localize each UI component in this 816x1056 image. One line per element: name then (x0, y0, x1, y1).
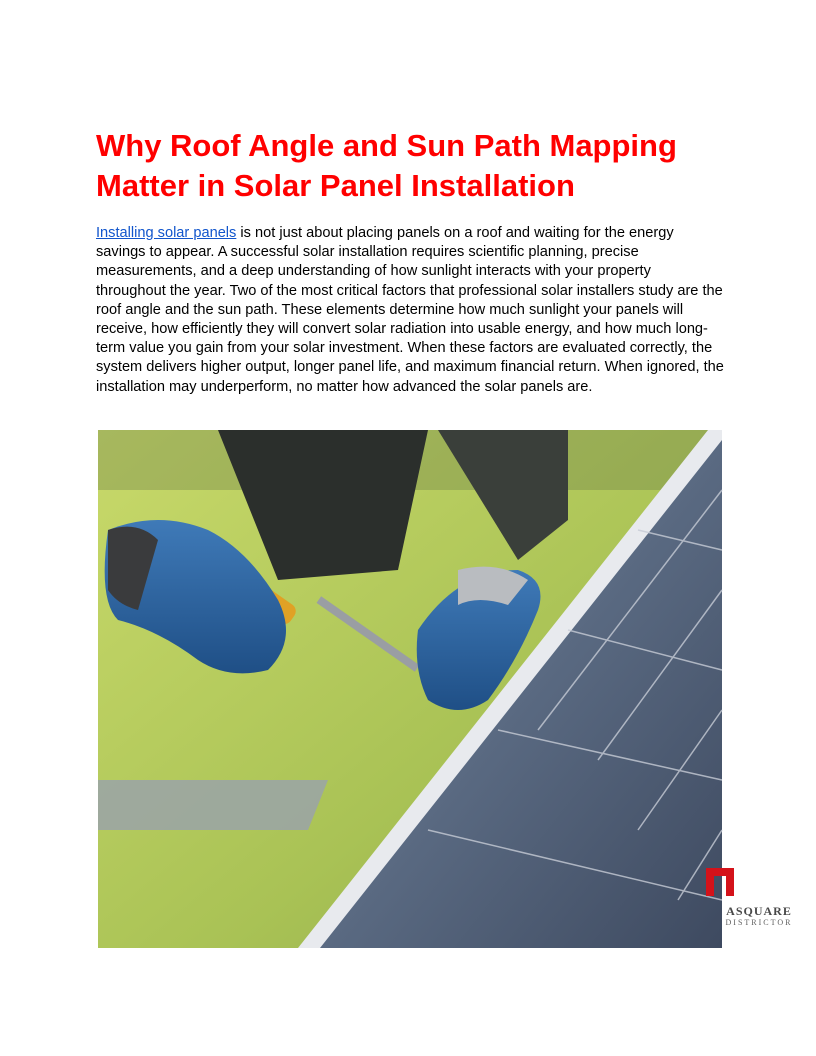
installing-solar-panels-link[interactable]: Installing solar panels (96, 225, 237, 241)
asquare-logo (704, 866, 814, 930)
solar-installer-photo (98, 430, 793, 948)
intro-body-text: is not just about placing panels on a roof and waiting for the energy savings to appear. A successful solar installation requires scientific planning, precise measurements, and a deep understanding of how sunlight interacts with your property throughout the year. Two of the most critical factors that professional solar installers study are the roof angle and the sun path. These elements determine how much sunlight your panels will receive, how efficiently they will convert solar radiation into usable energy, and how much long-term value you gain from your solar investment. When these factors are evaluated correctly, the system delivers higher output, longer panel life, and maximum financial return. When ignored, the installation may underperform, no matter how advanced the solar panels are. (96, 225, 724, 395)
intro-paragraph (96, 224, 724, 397)
logo-wordmark: ASQUARE (726, 904, 792, 918)
logo-subtitle: DISTRICTOR (725, 918, 793, 927)
article-title: Why Roof Angle and Sun Path Mapping Matter in Solar Panel Installation (96, 128, 677, 203)
